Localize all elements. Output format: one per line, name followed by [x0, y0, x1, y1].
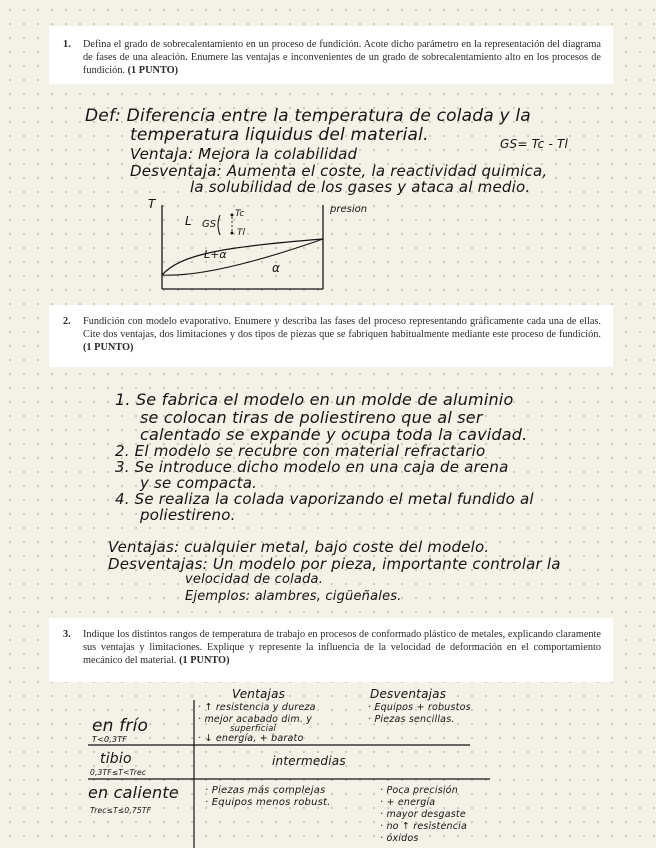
- table-header-ventajas: Ventajas: [232, 687, 286, 701]
- question-2-points: (1 PUNTO): [83, 342, 134, 353]
- answer-1-desventaja-line1: Desventaja: Aumenta el coste, la reactividad quimica,: [130, 162, 548, 180]
- row-caliente-label: en caliente: [88, 783, 179, 802]
- question-3-points: (1 PUNTO): [179, 655, 230, 666]
- caliente-desventaja-item: · mayor desgaste: [380, 809, 466, 820]
- frio-desventaja-item: · Equipos + robustos: [368, 702, 471, 713]
- answer-2-line: 4. Se realiza la colada vaporizando el metal fundido al: [115, 490, 534, 508]
- row-frio-range: T<0,3TF: [92, 735, 128, 744]
- caliente-desventaja-item: · Poca precisión: [380, 785, 458, 796]
- tibio-intermedias: intermedias: [272, 754, 346, 768]
- caliente-desventaja-item: · no ↑ resistencia: [380, 821, 468, 832]
- caliente-ventaja-item: · Piezas más complejas: [205, 785, 326, 796]
- caliente-desventaja-item: · + energía: [380, 797, 436, 808]
- question-1-points: (1 PUNTO): [127, 65, 179, 76]
- question-1-text: Defina el grado de sobrecalentamiento en un proceso de fundición. Acote dicho parámetro en la representación del diagrama de fases de una aleación. Enumere las ventajas e inconvenientes de un grado de sobrecalentamiento alto en los procesos de fundición. (1 PUNTO): [83, 39, 601, 76]
- answer-2-line: y se compacta.: [140, 474, 258, 492]
- frio-ventaja-item: superficial: [230, 724, 277, 734]
- question-3-number: 3.: [63, 629, 71, 640]
- table-header-desventajas: Desventajas: [370, 687, 447, 701]
- diagram-label-presion: presion: [330, 204, 368, 215]
- row-tibio-label: tibio: [100, 751, 132, 767]
- answer-1-definition-line2: temperatura liquidus del material.: [130, 125, 429, 145]
- caliente-ventaja-item: · Equipos menos robust.: [205, 797, 331, 808]
- diagram-label-tl: Tl: [237, 228, 245, 238]
- answer-1-desventaja-line2: la solubilidad de los gases y ataca al medio.: [190, 178, 531, 196]
- caliente-desventaja-item: · óxidos: [380, 833, 419, 844]
- answer-2-line: calentado se expande y ocupa toda la cavidad.: [140, 425, 528, 444]
- answer-2-line: poliestireno.: [140, 506, 236, 524]
- frio-desventaja-item: · Piezas sencillas.: [368, 714, 455, 725]
- question-2-text: Fundición con modelo evaporativo. Enumere y describa las fases del proceso representando gráficamente cada una de ellas. Cite dos ventajas, dos limitaciones y dos tipos de piezas que se fabriquen habitualmente mediante este proceso de fundición. (1 PUNTO): [83, 316, 601, 353]
- diagram-label-l: L: [185, 214, 192, 228]
- question-2-number: 2.: [63, 316, 71, 327]
- answer-1-ventaja: Ventaja: Mejora la colabilidad: [130, 145, 358, 163]
- answer-2-ejemplos: Ejemplos: alambres, cigüeñales.: [185, 589, 402, 604]
- answer-1-definition-line1: Def: Diferencia entre la temperatura de colada y la: [85, 106, 531, 126]
- answer-2-desventajas-line2: velocidad de colada.: [185, 572, 324, 587]
- answer-2-line: 3. Se introduce dicho modelo en una caja de arena: [115, 458, 509, 476]
- diagram-label-l-alpha: L+α: [204, 248, 227, 261]
- frio-ventaja-item: · ↓ energía, + barato: [198, 733, 304, 744]
- frio-ventaja-item: · mejor acabado dim. y: [198, 714, 313, 725]
- frio-ventaja-item: · ↑ resistencia y dureza: [198, 702, 316, 713]
- answer-2-line: se colocan tiras de poliestireno que al ser: [140, 408, 483, 427]
- diagram-label-alpha: α: [272, 261, 280, 275]
- answer-2-line: 1. Se fabrica el modelo en un molde de aluminio: [115, 390, 514, 409]
- row-tibio-range: 0,3TF≤T<Trec: [90, 768, 147, 777]
- answer-2-desventajas: Desventajas: Un modelo por pieza, importante controlar la: [108, 555, 561, 573]
- answer-2-ventajas: Ventajas: cualquier metal, bajo coste del modelo.: [108, 538, 490, 556]
- answer-2-line: 2. El modelo se recubre con material refractario: [115, 442, 486, 460]
- diagram-label-gs: GS: [202, 219, 217, 230]
- question-3-text: Indique los distintos rangos de temperatura de trabajo en procesos de conformado plástico de metales, explicando claramente sus ventajas y limitaciones. Explique y represente la influencia de la velocidad de deformación en el comportamiento mecánico del material. (1 PUNTO): [83, 629, 601, 666]
- answer-1-formula: GS= Tc - Tl: [500, 137, 569, 151]
- row-caliente-range: Trec≤T≤0,75TF: [90, 806, 152, 815]
- question-1-number: 1.: [63, 39, 71, 50]
- row-frio-label: en frío: [92, 716, 149, 736]
- diagram-axis-t: T: [148, 197, 156, 211]
- diagram-label-tc: Tc: [235, 209, 245, 219]
